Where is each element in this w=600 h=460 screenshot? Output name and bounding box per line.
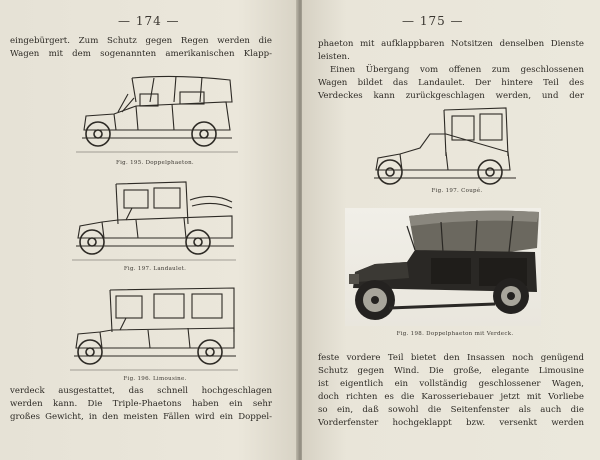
figure-caption: Fig. 198. Doppelphaeton mit Verdeck. [396,331,514,337]
text-line: eingebürgert. Zum Schutz gegen Regen werden die [10,36,272,46]
figure-caption: Fig. 195. Doppelphaeton. [116,160,194,166]
left-bottom-paragraph [10,385,272,424]
landaulet-illustration [72,176,236,264]
text-line: großes Gewicht, in den meisten Fällen wird ein Doppel- [10,412,272,422]
doppelphaeton-photo [345,208,541,326]
right-page-number: — 175 — [402,14,464,28]
text-line: phaeton mit aufklappbaren Notsitzen denselben Dienste [318,39,584,49]
text-line: Wagen bildet das Landaulet. Der hintere Teil des [318,78,584,88]
text-line: werden kann. Die Triple-Phaetons haben ein sehr [10,399,272,409]
text-line: Einen Übergang vom offenen zum geschlossenen [330,65,584,75]
right-top-paragraph [318,38,584,103]
text-line: Verdeckes kann zurückgeschlagen werden, und der [318,91,584,101]
doppelphaeton-illustration [76,72,238,160]
limousine-illustration [70,284,238,374]
text-line: Schutz gegen Wind. Die große, elegante Limousine [318,366,584,376]
figure-caption: Fig. 197. Landaulet. [123,266,187,272]
text-line: doch richten es die Karosseriebauer jetzt mit Vorliebe [318,392,584,402]
left-page [0,0,298,460]
figure-caption: Fig. 197. Coupé. [431,188,483,194]
text-line: leisten. [318,52,350,62]
left-page-number: — 174 — [118,14,180,28]
text-line: so ein, daß sowohl die Seitenfenster als auch die [318,405,584,415]
text-line: Vorderfenster hochgeklappt bzw. versenkt werden [318,418,584,428]
figure-caption: Fig. 196. Limousine. [123,376,187,382]
text-line: ist eigentlich ein vollständig geschlossener Wagen, [318,379,584,389]
left-top-paragraph [10,35,272,61]
text-line: Wagen mit dem sogenannten amerikanischen Klapp- [10,49,272,59]
text-line: feste vordere Teil bietet den Insassen noch genügend [318,353,584,363]
coupe-illustration [370,104,520,188]
right-bottom-paragraph [318,352,584,430]
text-line: verdeck ausgestattet, das schnell hochgeschlagen [10,386,272,396]
